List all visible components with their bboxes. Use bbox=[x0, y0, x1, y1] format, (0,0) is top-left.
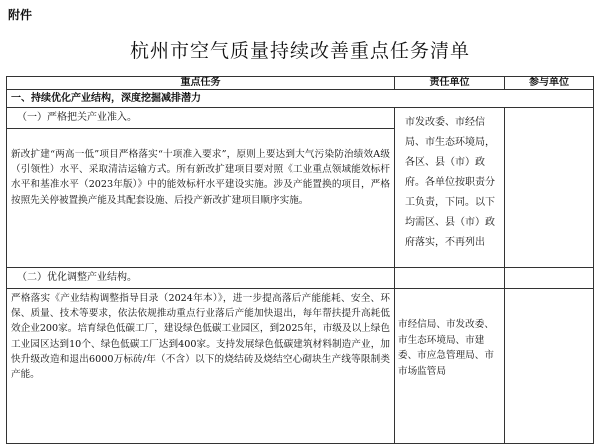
responsible-units-blank bbox=[395, 268, 505, 289]
section-title: 一、持续优化产业结构，深度挖掘减排潜力 bbox=[7, 90, 594, 108]
table-header-row bbox=[7, 77, 594, 90]
subsection-title: （二）优化调整产业结构。 bbox=[7, 268, 395, 289]
task-description: 新改扩建“两高一低”项目严格落实“十项准入要求”，原则上要达到大气污染防治绩效A级（引领性）水平、采取清洁运输方式。所有新改扩建项目要对照《工业重点领域能效标杆水平和基准水平（2023年版）》中的能效标杆水平建设实施。涉及产能置换的项目，严格按照先关停被置换产能及其配套设施、后投产新改扩建项目顺序实施。 bbox=[7, 129, 395, 268]
responsible-units-cell: 市发改委、市经信局、市生态环境局，各区、县（市）政府。各单位按职责分工负责，下同。以下均需区、县（市）政府落实，不再列出 bbox=[395, 108, 505, 268]
column-header-participating: 参与单位 bbox=[505, 77, 594, 90]
task-row bbox=[7, 289, 594, 444]
section-row bbox=[7, 90, 594, 108]
task-description: 严格落实《产业结构调整指导目录（2024年本）》，进一步提高落后产能能耗、安全、环保、质量、技术等要求，依法依规推动重点行业落后产能加快退出，每年帮扶提升高耗低效企业200家。培育绿色低碳工厂，建设绿色低碳工业园区，到2025年，市级及以上绿色工业园区达到10个、绿色低碳工厂达到400家。支持发展绿色低碳建筑材料制造产业，加快升级改造和退出6000万标砖/年（不含）以下的烧结砖及烧结空心砌块生产线等限制类产能。 bbox=[7, 289, 395, 444]
responsible-units-cell: 市经信局、市发改委、市生态环境局、市建委、市应急管理局、市市场监管局 bbox=[395, 289, 505, 444]
participating-units-blank bbox=[505, 268, 594, 289]
page-title: 杭州市空气质量持续改善重点任务清单 bbox=[129, 40, 470, 62]
subsection-row bbox=[7, 268, 594, 289]
subsection-title: （一）严格把关产业准入。 bbox=[7, 108, 395, 129]
participating-units-cell bbox=[505, 289, 594, 444]
column-header-task: 重点任务 bbox=[7, 77, 395, 90]
attachment-label: 附件 bbox=[8, 8, 33, 22]
task-table bbox=[6, 76, 594, 444]
column-header-responsible: 责任单位 bbox=[395, 77, 505, 90]
participating-units-cell bbox=[505, 108, 594, 268]
subsection-row bbox=[7, 108, 594, 129]
